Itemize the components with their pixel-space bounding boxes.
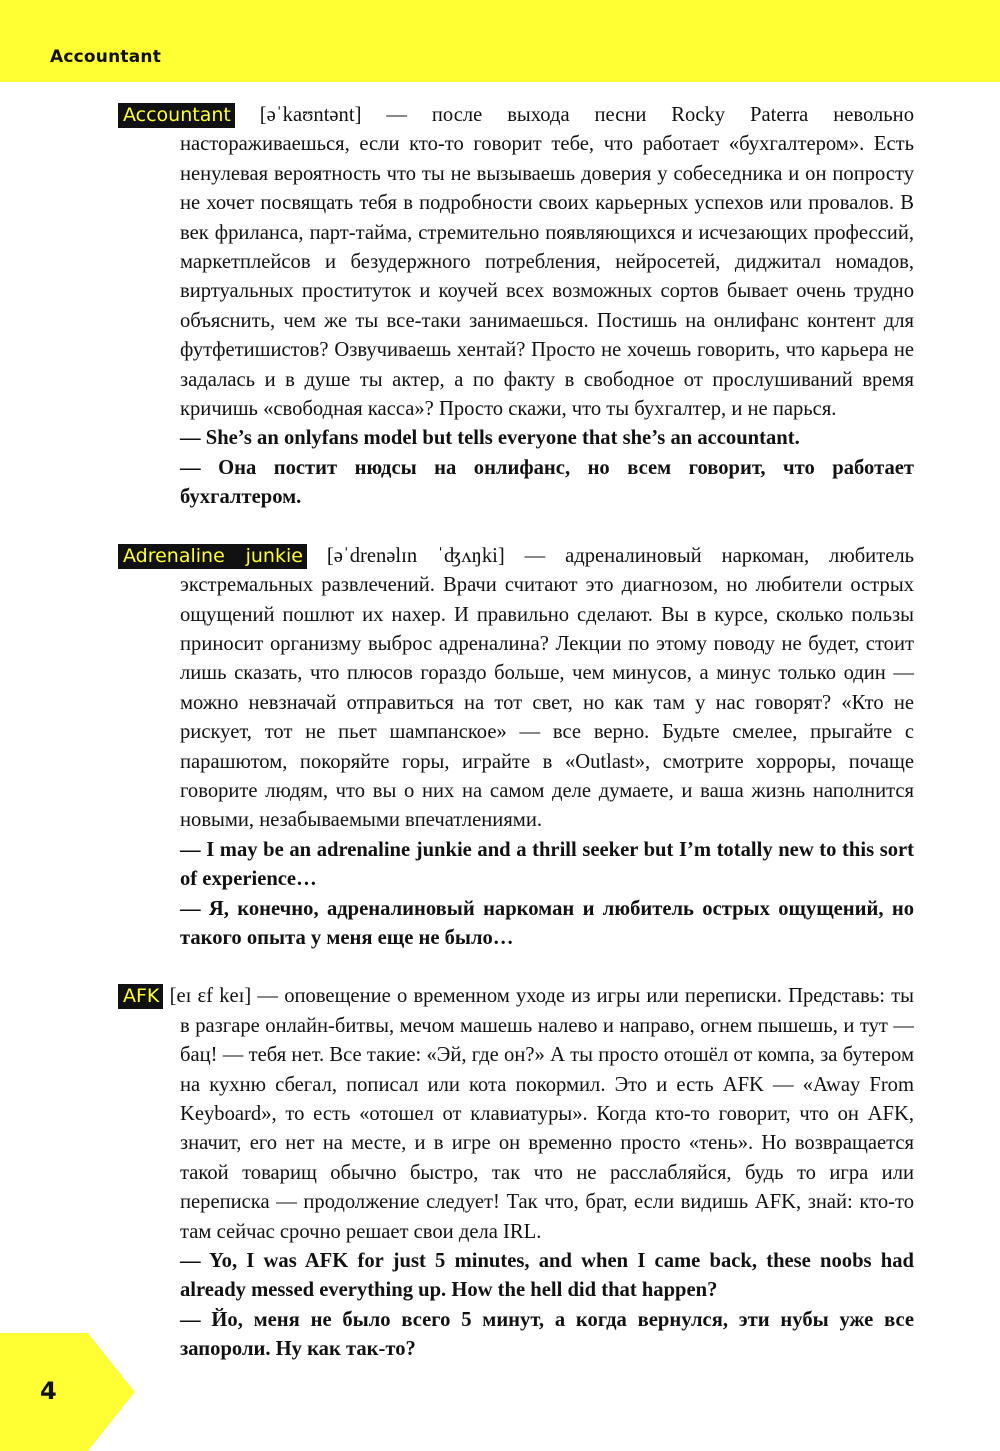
- page-corner-tab-shape: [0, 1333, 135, 1451]
- running-head-title: Accountant: [50, 47, 162, 67]
- example-english: — Yo, I was AFK for just 5 minutes, and when I came back, these noobs had already messed everything up. How the hell did that happen?: [180, 1250, 914, 1302]
- example-english: — She’s an onlyfans model but tells everyone that she’s an accountant.: [180, 427, 800, 450]
- page-number: 4: [40, 1377, 57, 1405]
- example-russian: — Я, конечно, адреналиновый наркоман и любитель острых ощущений, но такого опыта у меня еще не было…: [180, 897, 914, 949]
- entry-pronunciation: [əˈdrenəlɪn ˈʤʌŋki]: [326, 544, 505, 567]
- entry-term: Accountant: [118, 103, 235, 128]
- dictionary-entry: [118, 982, 914, 1364]
- top-yellow-band: [0, 0, 1000, 82]
- entry-term: AFK: [118, 984, 163, 1009]
- example-russian: — Йо, меня не было всего 5 минут, а когда вернулся, эти нубы уже все запороли. Ну как так-то?: [180, 1308, 914, 1361]
- entry-definition: — адреналиновый наркоман, любитель экстремальных развлечений. Врачи считают это диагнозом, но любители острых ощущений пошлют их нахер. И правильно сделают. Вы в курсе, сколько пользы приносит организму выброс адреналина? Лекции по этому поводу не будет, стоит лишь сказать, что плюсов гораздо больше, чем минусов, а минус только один — можно невзначай отправиться на тот свет, но как там у нас говорят? «Кто не рискует, тот не пьет шампанское» — все верно. Будьте смелее, прыгайте с парашютом, покоряйте горы, играйте в «Outlast», смотрите хорроры, почаще говорите людям, что вы о них на самом деле думаете, и ваша жизнь наполнится новыми, незабываемыми впечатлениями.: [180, 544, 915, 832]
- dictionary-entry: [118, 542, 914, 954]
- entry-term: Adrenaline junkie: [118, 544, 307, 569]
- example-russian: — Она постит нюдсы на онлифанс, но всем говорит, что работает бухгалтером.: [180, 456, 914, 509]
- entry-pronunciation: [eɪ ɛf keɪ]: [169, 985, 252, 1008]
- entry-definition: — после выхода песни Rocky Paterra невольно насторaживаешься, если кто-то говорит тебе, что работает «бухгалтером». Есть ненулевая вероятность что ты не вызываешь доверия у собеседника и он попросту не хочет посвящать тебя в подробности своих карьерных успехов или провалов. В век фриланса, парт-тайма, стремительно появляющихся и исчезающих профессий, маркетплейсов и безудержного потребления, нейросетей, диджитал номадов, виртуальных проституток и коучей всех возможных сортов бывает очень трудно объяснить, чем же ты все-таки занимаешься. Постишь на онлифанс контент для футфетишистов? Озвучиваешь хентай? Просто не хочешь говорить, что карьера не задалась и в душе ты актер, а по факту в свободное от прослушиваний время кричишь «свободная касса»? Просто скажи, что ты бухгалтер, и не парься.: [180, 104, 914, 421]
- entry-pronunciation: [əˈkaʊntənt]: [259, 104, 362, 126]
- dictionary-entry: [118, 101, 914, 513]
- dictionary-entries: [118, 101, 914, 1365]
- entry-definition: — оповещение о временном уходе из игры или переписки. Представь: ты в разгаре онлайн-битвы, мечом машешь налево и направо, огнем пышешь, и тут — бац! — тебя нет. Все такие: «Эй, где он?» А ты просто отошёл от компа, за бутером на кухню сбегал, пописал или кота покормил. Это и есть AFK — «Away From Keyboard», то есть «отошел от клавиатуры». Когда кто-то говорит, что он AFK, значит, его нет на месте, и в игре он временно просто «тень». Но возвращается такой товарищ обычно быстро, так что не расслабляйся, будь то игра или переписка — продолжение следует! Так что, брат, если видишь AFK, знай: кто-то там сейчас срочно решает свои дела IRL.: [180, 985, 914, 1243]
- example-english: — I may be an adrenaline junkie and a thrill seeker but I’m totally new to this sort of experience…: [180, 838, 914, 891]
